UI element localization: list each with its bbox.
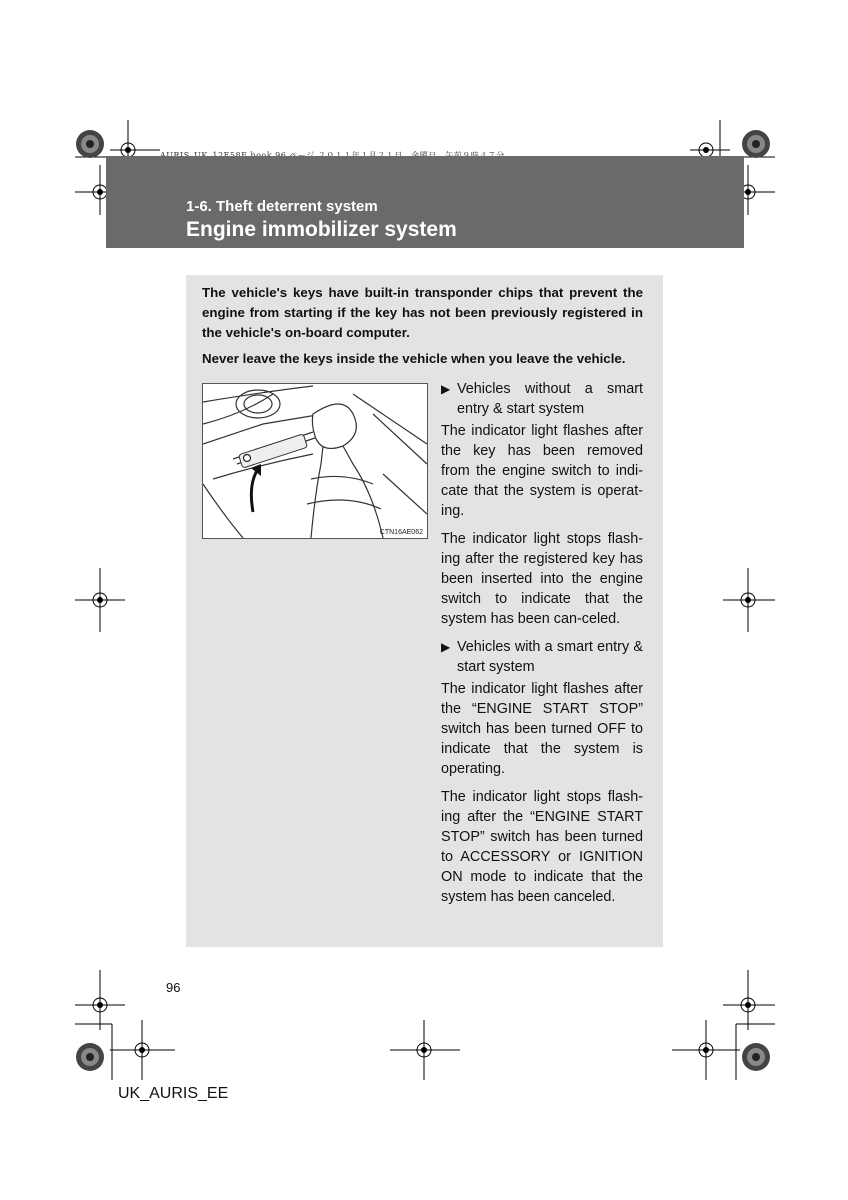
section-heading: ▶ Vehicles without a smart entry & start system [441, 381, 643, 417]
shift-lever-illustration [203, 384, 427, 538]
figure-code: CTN16AE062 [379, 529, 423, 536]
page-title: Engine immobilizer system [186, 218, 457, 241]
intro-paragraph: The vehicle's keys have built-in transponder chips that prevent the engine from starting if the key has not been previously registered in the vehicle's on-board computer. [202, 285, 643, 340]
right-triangle-icon: ▶ [441, 640, 451, 654]
document-code: UK_AURIS_EE [118, 1085, 229, 1102]
paragraph: The indicator light flashes after the key has been removed from the engine switch to indi-cate that the system is operat-ing. [441, 423, 643, 519]
right-column [441, 379, 643, 915]
section-label: 1-6. Theft deterrent system [186, 198, 378, 215]
right-triangle-icon: ▶ [441, 382, 451, 396]
section-heading: ▶ Vehicles with a smart entry & start system [441, 639, 643, 675]
paragraph: The indicator light stops flash-ing after the “ENGINE START STOP” switch has been turned to ACCESSORY or IGNITION ON mode to indicate that the system has been canceled. [441, 789, 643, 905]
paragraph: The indicator light flashes after the “ENGINE START STOP” switch has been turned OFF to indicate that the system is operating. [441, 681, 643, 777]
page-number: 96 [166, 980, 181, 995]
paragraph: The indicator light stops flash-ing after the registered key has been inserted into the engine switch to indicate that the system has been can-celed. [441, 531, 643, 627]
shift-lever-figure [202, 383, 428, 539]
warning-text: Never leave the keys inside the vehicle when you leave the vehicle. [202, 351, 626, 366]
